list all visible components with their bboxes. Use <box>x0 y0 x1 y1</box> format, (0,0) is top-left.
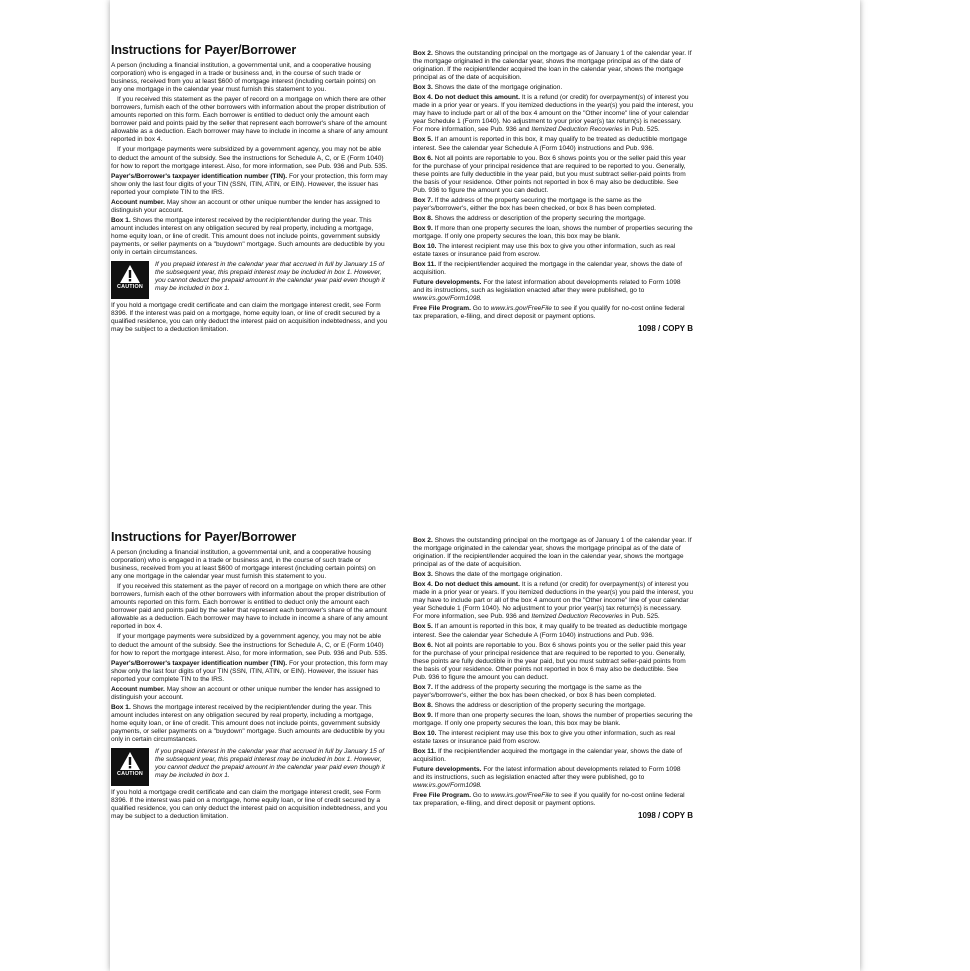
tin-paragraph: Payer's/Borrower's taxpayer identification number (TIN). For your protection, this form may show only the last four digits of your TIN (SSN, ITIN, ATIN, or EIN). However, the issuer has reported your complete TIN to the IRS. <box>111 659 388 683</box>
subsidy-paragraph: If your mortgage payments were subsidized by a government agency, you may not be able to deduct the amount of the subsidy. See the instructions for Schedule A, C, or E (Form 1040) for how to report the mortgage interest. Also, for more information, see Pub. 936 and Pub. 535. <box>111 633 388 657</box>
box7-paragraph: Box 7. If the address of the property securing the mortgage is the same as the payer's/borrower's, either the box has been checked, or box 8 has been completed. <box>413 683 656 699</box>
free-file-paragraph: Free File Program. Go to www.irs.gov/FreeFile to see if you qualify for no-cost online federal tax preparation, e-filing, and direct deposit or payment options. <box>413 305 685 321</box>
future-developments-paragraph: Future developments. For the latest information about developments related to Form 1098 and its instructions, such as legislation enacted after they were published, go to www.irs.gov/Form1098. <box>413 279 681 303</box>
credit-certificate-paragraph: If you hold a mortgage credit certificate and can claim the mortgage interest credit, see Form 8396. If the interest was paid on a mortgage, home equity loan, or line of credit secured by a qualified residence, you can only deduct the interest paid on acquisition indebtedness, and you may be subject to a deduction limitation. <box>111 789 388 821</box>
free-file-paragraph: Free File Program. Go to www.irs.gov/FreeFile to see if you qualify for no-cost online federal tax preparation, e-filing, and direct deposit or payment options. <box>413 792 685 808</box>
box11-paragraph: Box 11. If the recipient/lender acquired the mortgage in the calendar year, shows the date of acquisition. <box>413 261 683 277</box>
caution-text: If you prepaid interest in the calendar year that accrued in full by January 15 of the subsequent year, this prepaid interest may be included in box 1. However, you cannot deduct the prepaid amount in the calendar year paid even though it may be included in box 1. <box>155 748 385 780</box>
box1-paragraph: Box 1. Shows the mortgage interest received by the recipient/lender during the year. This amount includes interest on any obligation secured by real property, including a mortgage, home equity loan, or line of credit. This amount does not include points, government subsidy payments, or seller payments on a "buydown" mortgage. Such amounts are deductible by you only in certain circumstances. <box>111 216 385 257</box>
instructions-title: Instructions for Payer/Borrower <box>111 530 297 544</box>
box2-paragraph: Box 2. Shows the outstanding principal on the mortgage as of January 1 of the calendar year. If the mortgage originated in the calendar year, shows the mortgage principal as of the date of origination. If the recipient/lender acquired the loan in the calendar year, shows the mortgage principal as of the date of acquisition. <box>413 537 692 569</box>
subsidy-paragraph: If your mortgage payments were subsidized by a government agency, you may not be able to deduct the amount of the subsidy. See the instructions for Schedule A, C, or E (Form 1040) for how to report the mortgage interest. Also, for more information, see Pub. 936 and Pub. 535. <box>111 146 388 170</box>
box5-paragraph: Box 5. If an amount is reported in this box, it may qualify to be treated as deductible mortgage interest. See the calendar year Schedule A (Form 1040) instructions and Pub. 936. <box>413 623 688 639</box>
caution-block <box>111 748 388 786</box>
box6-paragraph: Box 6. Not all points are reportable to you. Box 6 shows points you or the seller paid this year for the purchase of your principal residence that are required to be reported to you. Generally, these points are fully deductible in the year paid, but you must subtract seller-paid points from the basis of your residence. Other points not reported in box 6 may also be deductible. See Pub. 936 to figure the amount you can deduct. <box>413 154 686 194</box>
other-borrowers-paragraph: If you received this statement as the payer of record on a mortgage on which there are other borrowers, furnish each of the other borrowers with information about the proper distribution of amounts reported on this form. Each borrower is entitled to deduct only the amount each borrower paid and points paid by the seller that represent each borrower's share of the amount allowable as a deduction. Each borrower may have to include in income a share of any amount reported in box 4. <box>111 583 388 631</box>
caution-block <box>111 261 388 299</box>
right-column <box>413 50 693 336</box>
caution-icon: CAUTION <box>111 748 149 786</box>
account-paragraph: Account number. May show an account or other unique number the lender has assigned to distinguish your account. <box>111 685 381 701</box>
box9-paragraph: Box 9. If more than one property secures the loan, shows the number of properties securing the mortgage. If only one property secures the loan, this box may be blank. <box>413 224 693 240</box>
account-paragraph: Account number. May show an account or other unique number the lender has assigned to distinguish your account. <box>111 198 381 214</box>
left-column <box>111 62 388 336</box>
tin-paragraph: Payer's/Borrower's taxpayer identification number (TIN). For your protection, this form may show only the last four digits of your TIN (SSN, ITIN, ATIN, or EIN). However, the issuer has reported your complete TIN to the IRS. <box>111 172 388 196</box>
instructions-copy-top <box>111 43 693 336</box>
box10-paragraph: Box 10. The interest recipient may use this box to give you other information, such as real estate taxes or insurance paid from escrow. <box>413 243 676 259</box>
box3-paragraph: Box 3. Shows the date of the mortgage origination. <box>413 571 563 579</box>
right-column <box>413 537 693 823</box>
box2-paragraph: Box 2. Shows the outstanding principal on the mortgage as of January 1 of the calendar year. If the mortgage originated in the calendar year, shows the mortgage principal as of the date of origination. If the recipient/lender acquired the loan in the calendar year, shows the mortgage principal as of the date of acquisition. <box>413 50 692 82</box>
box4-paragraph: Box 4. Do not deduct this amount. It is a refund (or credit) for overpayment(s) of interest you made in a prior year or years. If you itemized deductions in the year(s) you paid the interest, you may have to include part or all of the box 4 amount on the "Other income" line of your calendar year Schedule 1 (Form 1040). No adjustment to your prior year(s) tax return(s) is necessary. For more information, see Pub. 936 and Itemized Deduction Recoveries in Pub. 525. <box>413 94 694 134</box>
copy-label: 1098 / COPY B <box>638 811 693 821</box>
left-column <box>111 549 388 823</box>
instructions-copy-bottom <box>111 530 693 823</box>
box8-paragraph: Box 8. Shows the address or description of the property securing the mortgage. <box>413 701 646 709</box>
intro-paragraph: A person (including a financial institution, a governmental unit, and a cooperative housing corporation) who is engaged in a trade or business and, in the course of such trade or business, received from you at least $600 of mortgage interest (including certain points) on any one mortgage in the calendar year must furnish this statement to you. <box>111 62 376 94</box>
box6-paragraph: Box 6. Not all points are reportable to you. Box 6 shows points you or the seller paid this year for the purchase of your principal residence that are required to be reported to you. Generally, these points are fully deductible in the year paid, but you must subtract seller-paid points from the basis of your residence. Other points not reported in box 6 may also be deductible. See Pub. 936 to figure the amount you can deduct. <box>413 641 686 681</box>
box5-paragraph: Box 5. If an amount is reported in this box, it may qualify to be treated as deductible mortgage interest. See the calendar year Schedule A (Form 1040) instructions and Pub. 936. <box>413 136 688 152</box>
intro-paragraph: A person (including a financial institution, a governmental unit, and a cooperative housing corporation) who is engaged in a trade or business and, in the course of such trade or business, received from you at least $600 of mortgage interest (including certain points) on any one mortgage in the calendar year must furnish this statement to you. <box>111 549 376 581</box>
future-developments-paragraph: Future developments. For the latest information about developments related to Form 1098 and its instructions, such as legislation enacted after they were published, go to www.irs.gov/Form1098. <box>413 766 681 790</box>
other-borrowers-paragraph: If you received this statement as the payer of record on a mortgage on which there are other borrowers, furnish each of the other borrowers with information about the proper distribution of amounts reported on this form. Each borrower is entitled to deduct only the amount each borrower paid and points paid by the seller that represent each borrower's share of the amount allowable as a deduction. Each borrower may have to include in income a share of any amount reported in box 4. <box>111 96 388 144</box>
instructions-title: Instructions for Payer/Borrower <box>111 43 297 57</box>
box1-paragraph: Box 1. Shows the mortgage interest received by the recipient/lender during the year. This amount includes interest on any obligation secured by real property, including a mortgage, home equity loan, or line of credit. This amount does not include points, government subsidy payments, or seller payments on a "buydown" mortgage. Such amounts are deductible by you only in certain circumstances. <box>111 703 385 744</box>
copy-label: 1098 / COPY B <box>638 324 693 334</box>
caution-icon: CAUTION <box>111 261 149 299</box>
box9-paragraph: Box 9. If more than one property secures the loan, shows the number of properties securing the mortgage. If only one property secures the loan, this box may be blank. <box>413 711 693 727</box>
box7-paragraph: Box 7. If the address of the property securing the mortgage is the same as the payer's/borrower's, either the box has been checked, or box 8 has been completed. <box>413 196 656 212</box>
box3-paragraph: Box 3. Shows the date of the mortgage origination. <box>413 84 563 92</box>
credit-certificate-paragraph: If you hold a mortgage credit certificate and can claim the mortgage interest credit, see Form 8396. If the interest was paid on a mortgage, home equity loan, or line of credit secured by a qualified residence, you can only deduct the interest paid on acquisition indebtedness, and you may be subject to a deduction limitation. <box>111 302 388 334</box>
box4-paragraph: Box 4. Do not deduct this amount. It is a refund (or credit) for overpayment(s) of interest you made in a prior year or years. If you itemized deductions in the year(s) you paid the interest, you may have to include part or all of the box 4 amount on the "Other income" line of your calendar year Schedule 1 (Form 1040). No adjustment to your prior year(s) tax return(s) is necessary. For more information, see Pub. 936 and Itemized Deduction Recoveries in Pub. 525. <box>413 581 694 621</box>
box8-paragraph: Box 8. Shows the address or description of the property securing the mortgage. <box>413 214 646 222</box>
box11-paragraph: Box 11. If the recipient/lender acquired the mortgage in the calendar year, shows the date of acquisition. <box>413 748 683 764</box>
caution-text: If you prepaid interest in the calendar year that accrued in full by January 15 of the subsequent year, this prepaid interest may be included in box 1. However, you cannot deduct the prepaid amount in the calendar year paid even though it may be included in box 1. <box>155 261 385 293</box>
box10-paragraph: Box 10. The interest recipient may use this box to give you other information, such as real estate taxes or insurance paid from escrow. <box>413 730 676 746</box>
